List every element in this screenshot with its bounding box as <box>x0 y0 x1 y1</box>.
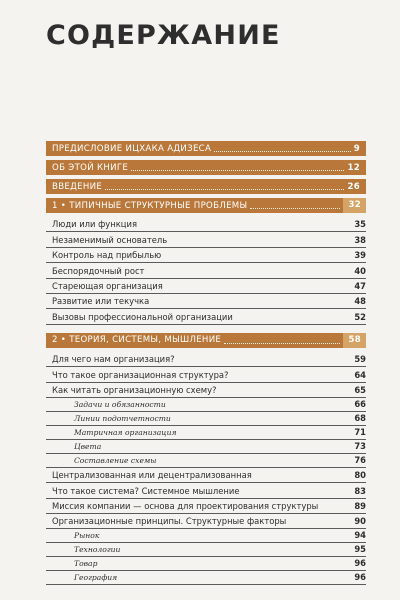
toc-entry[interactable] <box>46 263 366 278</box>
page-number: 68 <box>354 412 366 423</box>
page-number: 26 <box>347 181 360 192</box>
entry-label: Развитие или текучка <box>52 296 150 307</box>
leader-dots <box>214 151 351 152</box>
toc-entry[interactable] <box>46 468 366 483</box>
page-number: 64 <box>354 369 366 380</box>
toc-entry[interactable] <box>46 514 366 529</box>
entry-label: Задачи и обязанности <box>74 399 166 409</box>
page-number: 73 <box>354 440 366 451</box>
entry-label: Составление схемы <box>74 455 157 465</box>
entry-label: Линии подотчетности <box>74 413 171 423</box>
page-number: 96 <box>354 572 366 583</box>
entry-label: Цвета <box>74 441 102 451</box>
part-2-entries <box>46 352 366 586</box>
page-number: 48 <box>354 296 366 307</box>
page-number: 32 <box>343 198 366 213</box>
toc-entry[interactable] <box>46 557 366 571</box>
toc-entry[interactable] <box>46 571 366 585</box>
page-title: СОДЕРЖАНИЕ <box>46 20 281 51</box>
entry-label: Матричная организация <box>74 427 177 437</box>
entry-label: Рынок <box>74 531 100 541</box>
entry-label: Контроль над прибылью <box>52 250 162 261</box>
entry-label: Стареющая организация <box>52 280 163 291</box>
page-number: 9 <box>353 143 360 154</box>
leader-dots <box>224 343 340 344</box>
entry-label: Незаменимый основатель <box>52 234 168 245</box>
toc-entry[interactable] <box>46 483 366 498</box>
entry-label: Как читать организационную схему? <box>52 384 217 395</box>
toc-entry[interactable] <box>46 426 366 440</box>
toc-entry[interactable] <box>46 440 366 454</box>
toc-entry[interactable] <box>46 294 366 309</box>
toc-part-1[interactable] <box>46 198 366 213</box>
entry-label: Вызовы профессиональной организации <box>52 311 233 322</box>
toc-entry[interactable] <box>46 383 366 398</box>
section-label: ВВЕДЕНИЕ <box>52 181 103 192</box>
part-label: 2 • ТЕОРИЯ, СИСТЕМЫ, МЫШЛЕНИЕ <box>52 335 222 346</box>
toc-entry[interactable] <box>46 217 366 232</box>
toc-entry[interactable] <box>46 248 366 263</box>
page-number: 59 <box>354 354 366 365</box>
toc-entry[interactable] <box>46 398 366 412</box>
toc-section-introduction[interactable] <box>46 179 366 194</box>
page-number: 40 <box>354 265 366 276</box>
entry-label: Централизованная или децентрализованная <box>52 470 252 481</box>
toc-entry[interactable] <box>46 454 366 468</box>
toc-entry[interactable] <box>46 543 366 557</box>
toc-entry[interactable] <box>46 309 366 324</box>
page-number: 71 <box>354 426 366 437</box>
toc-entry[interactable] <box>46 279 366 294</box>
toc-section-preface[interactable] <box>46 141 366 156</box>
toc-entry[interactable] <box>46 412 366 426</box>
page-number: 89 <box>354 501 366 512</box>
toc-entry[interactable] <box>46 529 366 543</box>
part-label: 1 • ТИПИЧНЫЕ СТРУКТУРНЫЕ ПРОБЛЕМЫ <box>52 200 248 211</box>
page-number: 12 <box>347 162 360 173</box>
entry-label: Организационные принципы. Структурные факторы <box>52 516 287 527</box>
toc-section-about[interactable] <box>46 160 366 175</box>
page-number: 38 <box>354 234 366 245</box>
leader-dots <box>250 208 340 209</box>
page-number: 95 <box>354 544 366 555</box>
toc-entry[interactable] <box>46 367 366 382</box>
toc-entry[interactable] <box>46 232 366 247</box>
section-label: ПРЕДИСЛОВИЕ ИЦХАКА АДИЗЕСА <box>52 143 212 154</box>
entry-label: Беспорядочный рост <box>52 265 145 276</box>
toc-entry[interactable] <box>46 352 366 367</box>
page-number: 39 <box>354 250 366 261</box>
entry-label: Технологии <box>74 545 121 555</box>
entry-label: Товар <box>74 559 98 569</box>
toc-part-2[interactable] <box>46 333 366 348</box>
part-1-entries <box>46 217 366 325</box>
page-number: 83 <box>354 485 366 496</box>
page-number: 94 <box>354 530 366 541</box>
page-number: 52 <box>354 311 366 322</box>
page-number: 80 <box>354 470 366 481</box>
page-number: 65 <box>354 384 366 395</box>
table-of-contents <box>46 141 366 585</box>
entry-label: Что такое организационная структура? <box>52 369 229 380</box>
section-label: ОБ ЭТОЙ КНИГЕ <box>52 162 129 173</box>
page-number: 66 <box>354 398 366 409</box>
page-number: 35 <box>354 219 366 230</box>
page-number: 47 <box>354 280 366 291</box>
toc-entry[interactable] <box>46 499 366 514</box>
leader-dots <box>105 189 344 190</box>
entry-label: Люди или функция <box>52 219 137 230</box>
entry-label: Что такое система? Системное мышление <box>52 485 240 496</box>
page-number: 96 <box>354 558 366 569</box>
page-number: 76 <box>354 454 366 465</box>
entry-label: Миссия компании — основа для проектирования структуры <box>52 501 319 512</box>
page-number: 58 <box>343 333 366 348</box>
entry-label: Для чего нам организация? <box>52 354 175 365</box>
page-number: 90 <box>354 516 366 527</box>
entry-label: География <box>74 573 118 583</box>
leader-dots <box>131 170 344 171</box>
